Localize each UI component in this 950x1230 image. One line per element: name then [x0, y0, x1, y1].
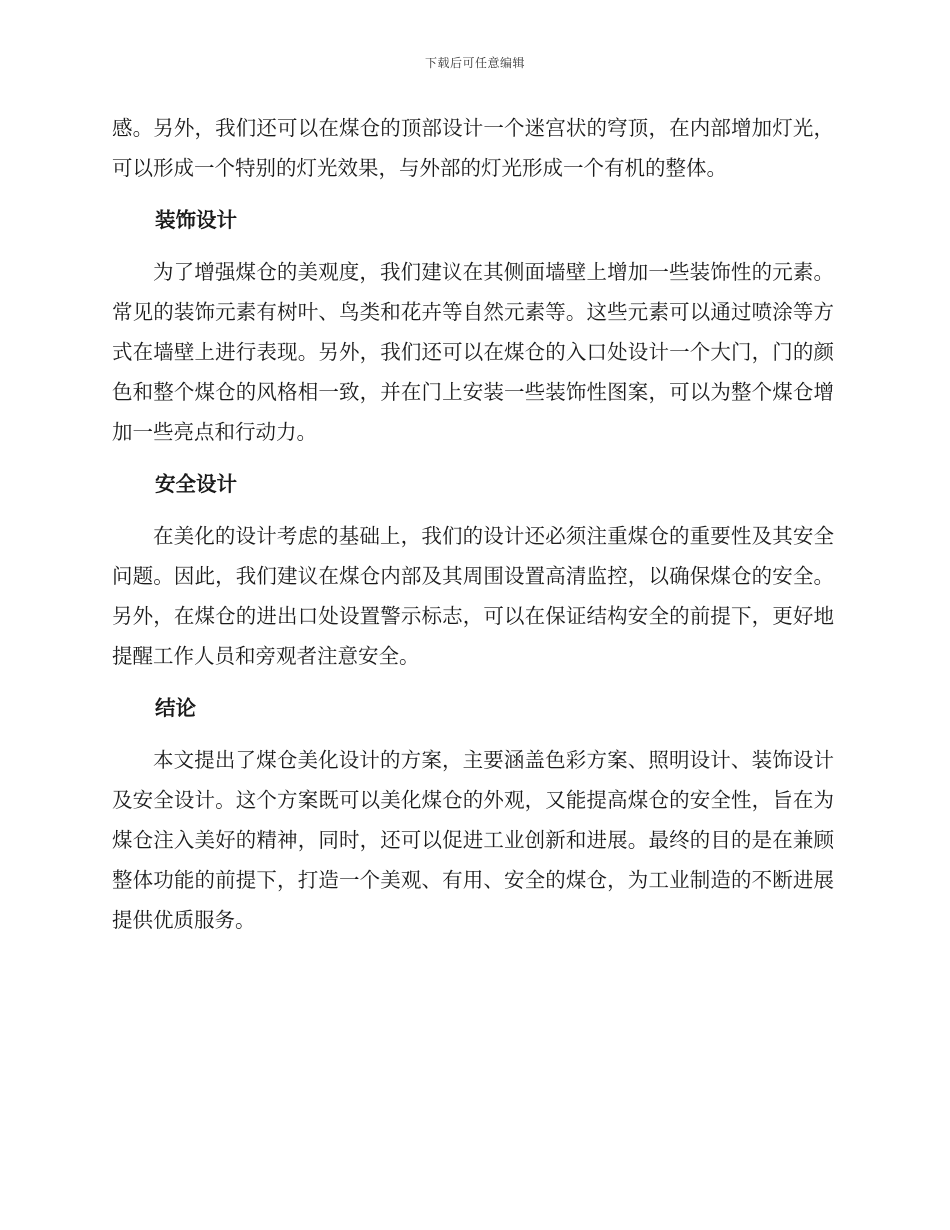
decoration-heading: 装饰设计 — [155, 208, 237, 232]
header-note: 下载后可任意编辑 — [424, 56, 525, 70]
intro-continuation-paragraph: 感。另外，我们还可以在煤仓的顶部设计一个迷宫状的穹顶，在内部增加灯光，可以形成一个特别的灯光效果，与外部的灯光形成一个有机的整体。 — [112, 116, 834, 180]
safety-paragraph: 在美化的设计考虑的基础上，我们的设计还必须注重煤仓的重要性及其安全问题。因此，我们建议在煤仓内部及其周围设置高清监控，以确保煤仓的安全。另外，在煤仓的进出口处设置警示标志，可以在保证结构安全的前提下，更好地提醒工作人员和旁观者注意安全。 — [112, 524, 834, 668]
document-body — [112, 108, 834, 952]
safety-heading: 安全设计 — [155, 472, 237, 496]
decoration-paragraph: 为了增强煤仓的美观度，我们建议在其侧面墙壁上增加一些装饰性的元素。常见的装饰元素有树叶、鸟类和花卉等自然元素等。这些元素可以通过喷涂等方式在墙壁上进行表现。另外，我们还可以在煤仓的入口处设计一个大门，门的颜色和整个煤仓的风格相一致，并在门上安装一些装饰性图案，可以为整个煤仓增加一些亮点和行动力。 — [112, 260, 834, 444]
conclusion-paragraph: 本文提出了煤仓美化设计的方案，主要涵盖色彩方案、照明设计、装饰设计及安全设计。这个方案既可以美化煤仓的外观，又能提高煤仓的安全性，旨在为煤仓注入美好的精神，同时，还可以促进工业创新和进展。最终的目的是在兼顾整体功能的前提下，打造一个美观、有用、安全的煤仓，为工业制造的不断进展提供优质服务。 — [112, 748, 834, 932]
conclusion-heading: 结论 — [155, 696, 196, 720]
